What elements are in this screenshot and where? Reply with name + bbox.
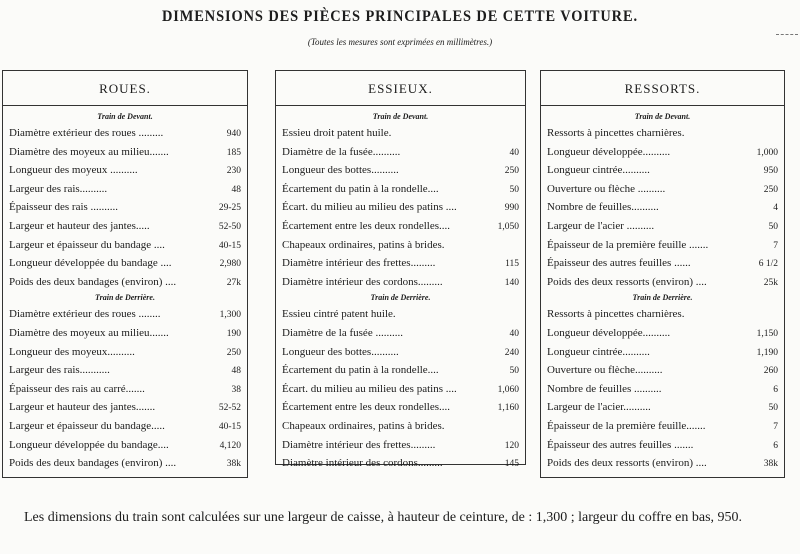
table-row <box>547 143 778 162</box>
essieux-devant-title: Train de Devant. <box>372 112 429 121</box>
row-label: Largeur de l'acier .......... <box>547 219 655 232</box>
essieux-table <box>275 70 526 470</box>
row-value: 4 <box>773 203 778 214</box>
table-row <box>282 454 519 473</box>
table-row <box>9 417 241 436</box>
table-row <box>547 398 778 417</box>
row-value: 6 1/2 <box>758 259 778 270</box>
row-value: 50 <box>768 221 778 232</box>
row-label: Ressorts à pincettes charnières. <box>547 127 685 139</box>
table-row <box>282 324 519 343</box>
row-value: 145 <box>504 459 519 470</box>
row-label: Essieu cintré patent huile. <box>282 308 396 321</box>
row-label: Écartement entre les deux rondelles.... <box>282 401 450 414</box>
row-label: Longueur des bottes.......... <box>282 345 399 358</box>
table-row <box>282 180 519 199</box>
roues-devant-title: Train de Devant. <box>97 112 153 121</box>
row-label: Ressorts à pincettes charnières. <box>547 308 685 321</box>
row-label: Diamètre intérieur des cordons......... <box>282 457 443 470</box>
ressorts-derriere-rows <box>547 305 778 472</box>
table-row <box>9 254 241 273</box>
row-label: Longueur des moyeux .......... <box>9 164 138 177</box>
table-row <box>282 398 519 417</box>
row-value: 250 <box>763 184 778 195</box>
row-label: Poids des deux bandages (environ) .... <box>9 457 177 470</box>
table-row <box>547 236 778 255</box>
row-value: 190 <box>226 328 241 339</box>
row-label: Largeur des rais........... <box>9 364 110 377</box>
row-value: 2,980 <box>219 259 241 270</box>
roues-derriere-title: Train de Derrière. <box>95 293 155 303</box>
row-value: 1,300 <box>219 310 241 321</box>
row-value: 27k <box>226 277 241 288</box>
row-label: Diamètre extérieur des roues ......... <box>9 127 164 139</box>
row-value: 940 <box>226 129 241 139</box>
row-label: Diamètre intérieur des cordons......... <box>282 275 443 288</box>
row-value: 140 <box>504 277 519 288</box>
table-row <box>9 361 241 380</box>
essieux-derriere-title: Train de Derrière. <box>370 293 431 303</box>
table-row <box>282 143 519 162</box>
row-label: Chapeaux ordinaires, patins à brides. <box>282 238 445 251</box>
row-label: Longueur des bottes.......... <box>282 164 399 177</box>
roues-table <box>2 70 248 478</box>
table-row <box>9 236 241 255</box>
row-value: 52-52 <box>218 403 241 414</box>
row-label: Largeur et épaisseur du bandage..... <box>9 419 165 432</box>
table-row <box>547 273 778 292</box>
row-value: 40 <box>509 147 519 158</box>
roues-derriere-rows <box>9 305 241 472</box>
ressorts-table <box>540 70 785 478</box>
table-row <box>282 161 519 180</box>
table-row <box>282 217 519 236</box>
row-label: Chapeaux ordinaires, patins à brides. <box>282 419 445 432</box>
row-value: 40 <box>509 328 519 339</box>
row-label: Diamètre des moyeux au milieu....... <box>9 145 169 158</box>
table-row <box>282 305 519 324</box>
row-label: Épaisseur des rais au carré....... <box>9 382 145 395</box>
table-row <box>547 254 778 273</box>
row-label: Ouverture ou flèche .......... <box>547 182 666 195</box>
decorative-rule <box>776 34 798 35</box>
row-value: 250 <box>226 347 241 358</box>
row-label: Largeur des rais.......... <box>9 182 108 195</box>
row-value: 48 <box>231 366 241 377</box>
row-label: Épaisseur de la première feuille....... <box>547 419 706 432</box>
row-label: Diamètre intérieur des frettes......... <box>282 257 436 270</box>
table-row <box>9 436 241 455</box>
table-row <box>282 198 519 217</box>
table-row <box>547 324 778 343</box>
row-label: Longueur des moyeux.......... <box>9 345 135 358</box>
row-label: Essieu droit patent huile. <box>282 127 392 139</box>
row-value: 250 <box>504 166 519 177</box>
row-label: Diamètre de la fusée .......... <box>282 326 403 339</box>
table-row <box>282 273 519 292</box>
table-row <box>547 305 778 324</box>
row-value: 38 <box>231 384 241 395</box>
row-label: Épaisseur des autres feuilles ....... <box>547 438 694 451</box>
table-row <box>547 161 778 180</box>
row-value: 50 <box>509 366 519 377</box>
table-row <box>9 161 241 180</box>
table-row <box>9 273 241 292</box>
table-row <box>547 198 778 217</box>
row-label: Écartement entre les deux rondelles.... <box>282 219 450 232</box>
table-row <box>9 398 241 417</box>
row-value: 38k <box>763 459 778 470</box>
row-label: Longueur cintrée.......... <box>547 345 650 358</box>
row-value: 1,050 <box>497 221 519 232</box>
footer-note: Les dimensions du train sont calculées sur une largeur de caisse, à hauteur de ceinture, de : 1,300 ; largeur du coffre en bas, 950. <box>24 510 743 525</box>
table-row <box>547 417 778 436</box>
row-value: 1,160 <box>497 403 519 414</box>
row-label: Diamètre des moyeux au milieu....... <box>9 326 169 339</box>
table-row <box>282 380 519 399</box>
page-subtitle: (Toutes les mesures sont exprimées en millimètres.) <box>307 37 493 47</box>
row-value: 115 <box>505 259 519 270</box>
row-label: Épaisseur de la première feuille ....... <box>547 238 709 251</box>
row-label: Longueur développée.......... <box>547 145 671 158</box>
row-value: 990 <box>504 203 519 214</box>
row-label: Écart. du milieu au milieu des patins .... <box>282 201 457 214</box>
row-value: 40-15 <box>218 240 241 251</box>
table-row <box>9 217 241 236</box>
row-label: Longueur cintrée.......... <box>547 164 650 177</box>
table-row <box>547 436 778 455</box>
row-value: 4,120 <box>219 440 241 451</box>
row-value: 260 <box>763 366 778 377</box>
row-value: 29-25 <box>218 203 241 214</box>
table-row <box>9 180 241 199</box>
essieux-header: ESSIEUX. <box>276 71 525 106</box>
row-value: 185 <box>226 147 241 158</box>
table-row <box>9 324 241 343</box>
table-row <box>9 343 241 362</box>
table-row <box>282 124 519 143</box>
row-label: Poids des deux ressorts (environ) .... <box>547 275 707 288</box>
row-value: 48 <box>231 184 241 195</box>
table-row <box>9 198 241 217</box>
row-value: 7 <box>773 240 778 251</box>
row-label: Nombre de feuilles .......... <box>547 382 662 395</box>
table-row <box>282 254 519 273</box>
essieux-devant-rows <box>282 124 519 291</box>
table-row <box>282 343 519 362</box>
table-row <box>547 180 778 199</box>
table-row <box>547 380 778 399</box>
row-value: 40-15 <box>218 421 241 432</box>
row-label: Poids des deux ressorts (environ) .... <box>547 457 707 470</box>
table-row <box>547 124 778 143</box>
row-label: Largeur et hauteur des jantes....... <box>9 401 156 414</box>
row-label: Poids des deux bandages (environ) .... <box>9 275 177 288</box>
row-label: Épaisseur des autres feuilles ...... <box>547 257 691 270</box>
row-value: 1,150 <box>756 328 778 339</box>
ressorts-devant-rows <box>547 124 778 291</box>
table-row <box>282 417 519 436</box>
row-value: 6 <box>773 440 778 451</box>
row-value: 52-50 <box>218 221 241 232</box>
row-label: Écartement du patin à la rondelle.... <box>282 182 439 195</box>
table-row <box>282 236 519 255</box>
essieux-derriere-rows <box>282 305 519 472</box>
table-row <box>547 217 778 236</box>
row-label: Nombre de feuilles.......... <box>547 201 659 214</box>
row-value: 25k <box>763 277 778 288</box>
ressorts-derriere-title: Train de Derrière. <box>632 293 693 303</box>
row-label: Diamètre intérieur des frettes......... <box>282 438 436 451</box>
row-label: Écartement du patin à la rondelle.... <box>282 364 439 377</box>
row-value: 1,190 <box>756 347 778 358</box>
row-label: Longueur développée du bandage .... <box>9 257 172 270</box>
row-value: 120 <box>504 440 519 451</box>
table-row <box>9 124 241 143</box>
row-value: 230 <box>226 166 241 177</box>
row-value: 38k <box>226 459 241 470</box>
row-value: 950 <box>763 166 778 177</box>
row-label: Ouverture ou flèche.......... <box>547 364 663 377</box>
ressorts-devant-title: Train de Devant. <box>634 112 691 121</box>
table-row <box>547 454 778 473</box>
row-value: 6 <box>773 384 778 395</box>
row-value: 50 <box>509 184 519 195</box>
page-title: DIMENSIONS DES PIÈCES PRINCIPALES DE CETTE VOITURE. <box>162 8 638 25</box>
row-value: 1,060 <box>497 384 519 395</box>
table-row <box>282 436 519 455</box>
row-value: 240 <box>504 347 519 358</box>
table-row <box>282 361 519 380</box>
row-label: Écart. du milieu au milieu des patins .... <box>282 382 457 395</box>
row-label: Longueur développée.......... <box>547 326 671 339</box>
row-label: Largeur de l'acier.......... <box>547 401 651 414</box>
row-value: 1,000 <box>756 147 778 158</box>
table-row <box>9 305 241 324</box>
table-row <box>9 380 241 399</box>
ressorts-header: RESSORTS. <box>541 71 784 106</box>
table-row <box>547 361 778 380</box>
table-row <box>9 143 241 162</box>
row-label: Largeur et épaisseur du bandage .... <box>9 238 165 251</box>
row-label: Largeur et hauteur des jantes..... <box>9 219 150 232</box>
row-value: 7 <box>773 421 778 432</box>
roues-header: ROUES. <box>3 71 247 106</box>
row-label: Diamètre extérieur des roues ........ <box>9 308 161 321</box>
table-row <box>9 454 241 473</box>
row-label: Épaisseur des rais .......... <box>9 201 119 214</box>
row-value: 50 <box>768 403 778 414</box>
row-label: Diamètre de la fusée.......... <box>282 145 401 158</box>
roues-devant-rows <box>9 124 241 291</box>
table-row <box>547 343 778 362</box>
row-label: Longueur développée du bandage.... <box>9 438 169 451</box>
